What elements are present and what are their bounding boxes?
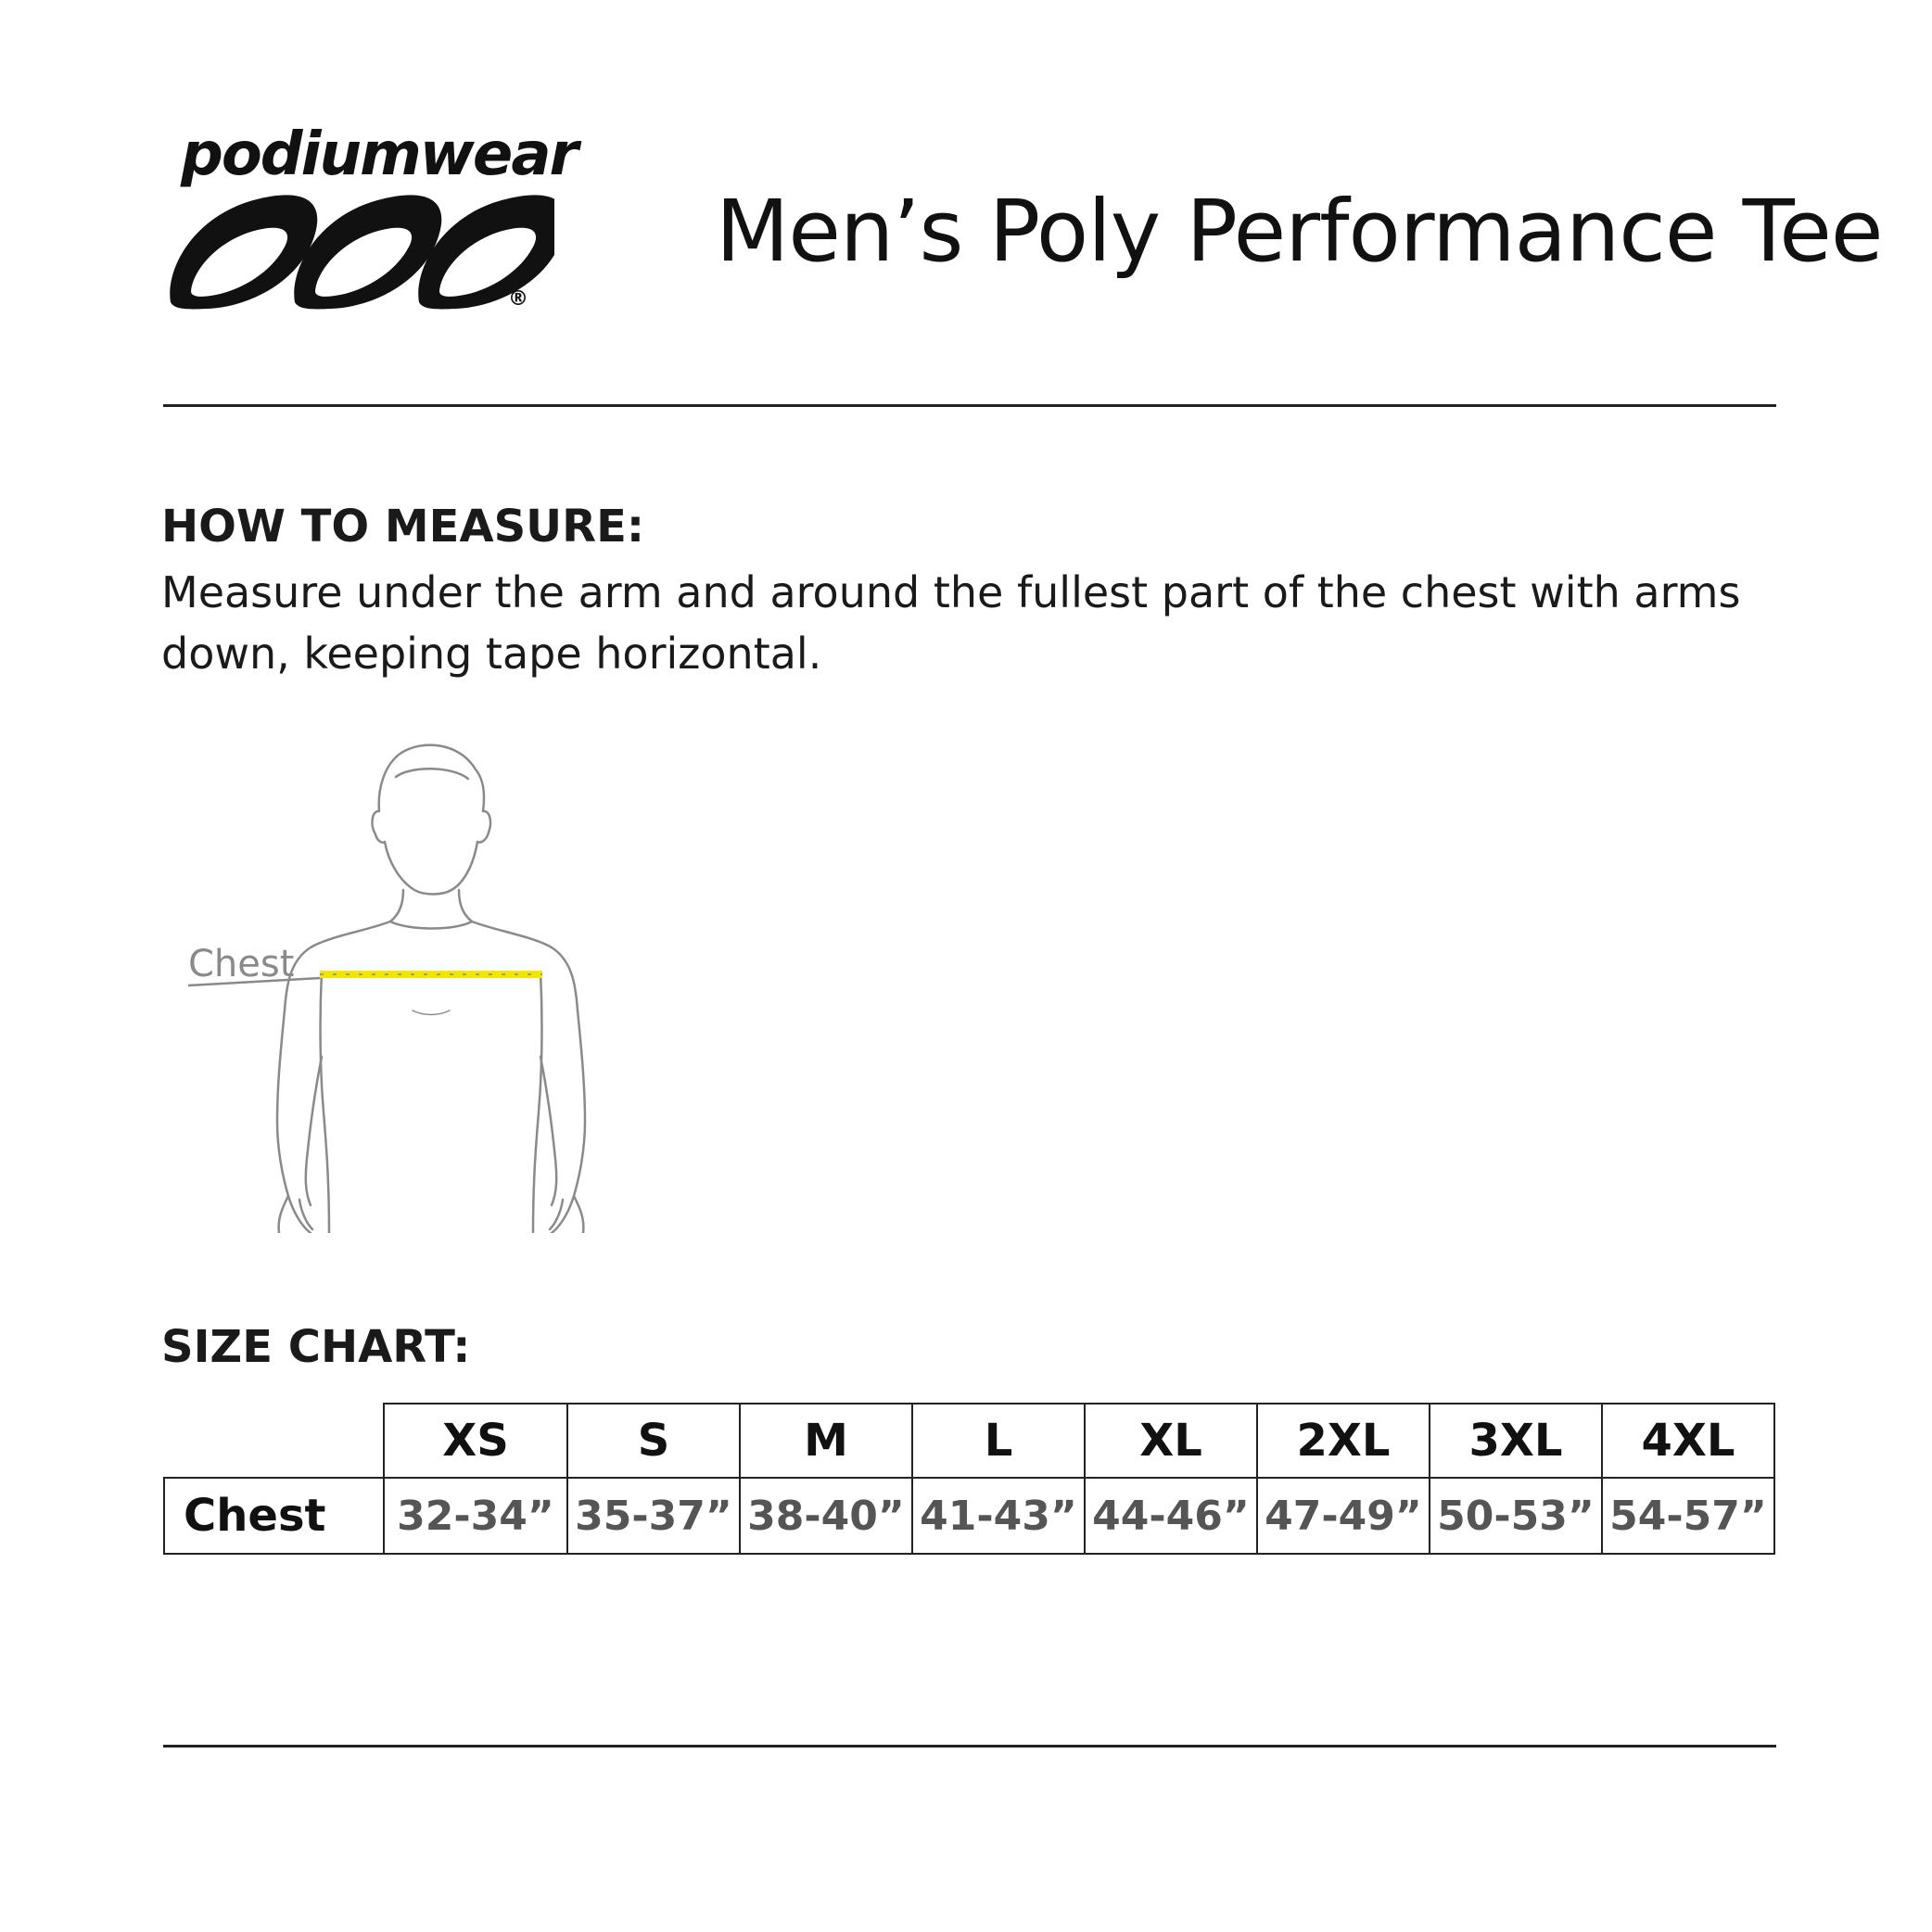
chest-value-l: 41-43” [912,1478,1085,1554]
chest-row-label: Chest [164,1478,384,1554]
chest-value-4xl: 54-57” [1602,1478,1774,1554]
how-to-measure-heading: HOW TO MEASURE: [161,501,645,553]
page-title: Men’s Poly Performance Tee [716,182,1883,281]
chest-value-s: 35-37” [567,1478,740,1554]
chest-label: Chest [188,943,295,985]
size-header-xl: XL [1085,1404,1257,1478]
chest-value-xl: 44-46” [1085,1478,1257,1554]
table-corner [164,1404,384,1478]
brand-wordmark [181,121,577,189]
measure-instructions [161,562,1756,684]
size-chart-heading: SIZE CHART: [161,1321,471,1373]
podiumwear-logo-icon [165,182,554,321]
chest-value-2xl: 47-49” [1257,1478,1430,1554]
size-header-4xl: 4XL [1602,1404,1774,1478]
size-header-m: M [740,1404,912,1478]
size-header-2xl: 2XL [1257,1404,1430,1478]
chest-value-xs: 32-34” [384,1478,567,1554]
size-header-xs: XS [384,1404,567,1478]
trademark-symbol: ® [508,287,528,311]
bottom-divider [163,1745,1776,1748]
brand-name: podiumwear [181,121,578,189]
chest-value-m: 38-40” [740,1478,912,1554]
chest-value-3xl: 50-53” [1430,1478,1602,1554]
size-chart-table [163,1403,1775,1555]
size-header-row [164,1404,1774,1478]
size-header-l: L [912,1404,1085,1478]
size-header-3xl: 3XL [1430,1404,1602,1478]
measure-instructions-line-1: Measure under the arm and around the fullest part of the chest with arms [161,567,1741,617]
measure-instructions-line-2: down, keeping tape horizontal. [161,629,822,679]
top-divider [163,404,1776,407]
chest-row [164,1478,1774,1554]
size-header-s: S [567,1404,740,1478]
body-measurement-figure [181,732,663,1233]
